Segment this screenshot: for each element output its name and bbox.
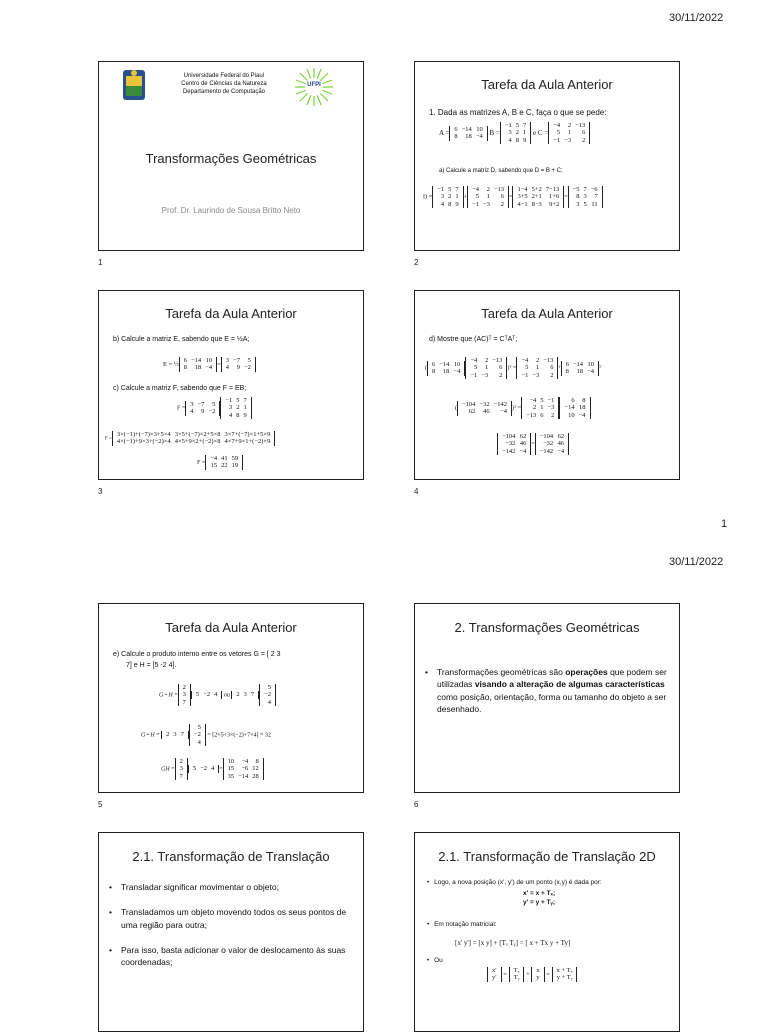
matrix-f-definition: F = 3 −7 5 4 9 −2 −1 5 7 3 2 1 4 8 9 [177,397,252,419]
sub-question-e-line1: e) Calcule o produto interno entre os vetores G = [ 2 3 [113,651,281,658]
bullet-position: • Logo, a nova posição (x', y') de um ponto (x,y) é dada por: [427,879,602,886]
institution-name: Universidade Federal do Piauí [183,73,265,79]
slide-8 [414,832,680,1032]
slide-title: Tarefa da Aula Anterior [165,306,297,321]
column-vector-equation: x′ y′ = Tₓ Tᵧ + x y = x + Tₓ y + Tᵧ [487,967,577,982]
slide-2 [414,61,680,251]
bullet-list [109,881,351,975]
slide-number: 2 [414,258,419,267]
sub-question-c: c) Calcule a matriz F, sabendo que F = EB; [113,385,247,392]
outer-product: GH = 2 3 7 5 −2 4 = 10 −4 8 15 −6 12 35 −14 28 [161,758,264,780]
slide-title: 2.1. Transformação de Translação 2D [438,849,656,864]
slide-6 [414,603,680,793]
bullet-or: • Ou [427,957,443,964]
bullet-list [425,666,667,721]
page-number: 1 [721,518,728,530]
slide-title: Tarefa da Aula Anterior [481,77,613,92]
institution-department: Departamento de Computação [182,89,266,96]
slide-number: 4 [414,487,419,496]
university-crest-icon [121,68,147,104]
slide-number: 6 [414,800,419,809]
sub-question-b: b) Calcule a matriz E, sabendo que E = ½A; [113,336,250,343]
institution-center: Centro de Ciências da Natureza [181,81,267,88]
equation-y: y' = y + Tᵧ; [523,899,556,906]
slide-title: Tarefa da Aula Anterior [165,620,297,635]
bullet-item: • Transformações geométricas são operações que podem ser utilizadas visando a alteração de algumas características como posição, orientação, forma ou tamanho do objeto a ser desenhado. [425,666,667,715]
sub-question-a: a) Calcule a matriz D, sabendo que D = B + C; [439,168,563,174]
transpose-result: −104 62 −32 46 −142 −4 = −104 62 −32 46 −142 −4 [497,433,569,455]
author: Prof. Dr. Laurindo de Sousa Britto Neto [161,206,301,215]
matrix-e-computation: E = ½ 6 −14 10 8 18 −4 = 3 −7 5 4 9 −2 [163,357,256,372]
slide-number: 5 [98,800,103,809]
ufpi-logo: UFPI [293,66,335,108]
equation-x: x' = x + Tₓ; [523,890,556,897]
dot-product-result: G • H = 2 3 7 5 −2 4 = [2×5+3×(−2)+7×4] = 32 [141,724,271,746]
matrix-f-result: F = −4 41 59 15 22 19 [197,455,243,470]
page-date: 30/11/2022 [669,556,724,568]
bullet-item: • Transladar significar movimentar o objeto; [109,881,351,893]
bullet-matrix-notation: • Em notação matricial: [427,921,497,928]
page-date: 30/11/2022 [669,12,724,24]
slide-title: Tarefa da Aula Anterior [481,306,613,321]
slide-7 [98,832,364,1032]
matrices-abc: A = 6 −14 10 8 18 −4 B = −1 5 7 3 2 1 4 8 9 e C = −4 2 −13 5 1 6 −1 −3 2 [439,122,590,144]
matrix-f-expansion: F = 3×(−1)+(−7)×3+5×4 3×5+(−7)×2+5×8 3×7+(−7)×1+5×9 4×(−1)+9×3+(−2)×4 4×5+9×2+(−2)×8 4×7+9×1+(−2)×9 [105,431,275,446]
question-1: 1. Dada as matrizes A, B e C, faça o que se pede: [429,108,607,117]
slide-title: Transformações Geométricas [145,151,317,166]
sub-question-d: d) Mostre que (AC)ᵀ = CᵀAᵀ; [429,336,518,343]
matrix-d-computation: D = −1 5 7 3 2 1 4 8 9 + −4 2 −13 5 1 6 −1 −3 2 = 1−4 5+2 7−13 3+5 2+1 1+6 4−1 8−3 9+2 = −5 7 −6 8 3 7 3 5 11 [423,186,603,208]
bullet-item: • Transladamos um objeto movendo todos os seus pontos de uma região para outra; [109,906,351,931]
sub-question-e-line2: 7] e H = [5 -2 4]. [126,662,177,669]
dot-product-expr: G • H = 2 3 7 5 −2 4 ou 2 3 7 5 −2 4 [159,684,276,706]
slide-number: 1 [98,258,103,267]
matrix-equation: [x' y'] = [x y] + [Tₓ Tᵧ] = [ x + Tx y + Ty] [455,939,571,947]
slide-4 [414,290,680,480]
slide-number: 3 [98,487,103,496]
bullet-item: • Para isso, basta adicionar o valor de deslocamento às suas coordenadas; [109,944,351,969]
slide-5 [98,603,364,793]
transpose-step-2: ( −104 −32 −142 62 46 −4 )ᵀ = −4 5 −1 2 1 −3 −13 6 2 6 8 −14 18 10 −4 [455,397,591,419]
transpose-step-1: ( 6 −14 10 8 18 −4 −4 2 −13 5 1 6 −1 −3 2 )ᵀ = −4 2 −13 5 1 6 −1 −3 2 ᵀ 6 −14 10 8 18 −4 ᵀ [425,357,602,379]
slide-title: 2. Transformações Geométricas [454,620,640,635]
slide-1 [98,61,364,251]
slide-title: 2.1. Transformação de Translação [132,849,330,864]
slide-3 [98,290,364,480]
